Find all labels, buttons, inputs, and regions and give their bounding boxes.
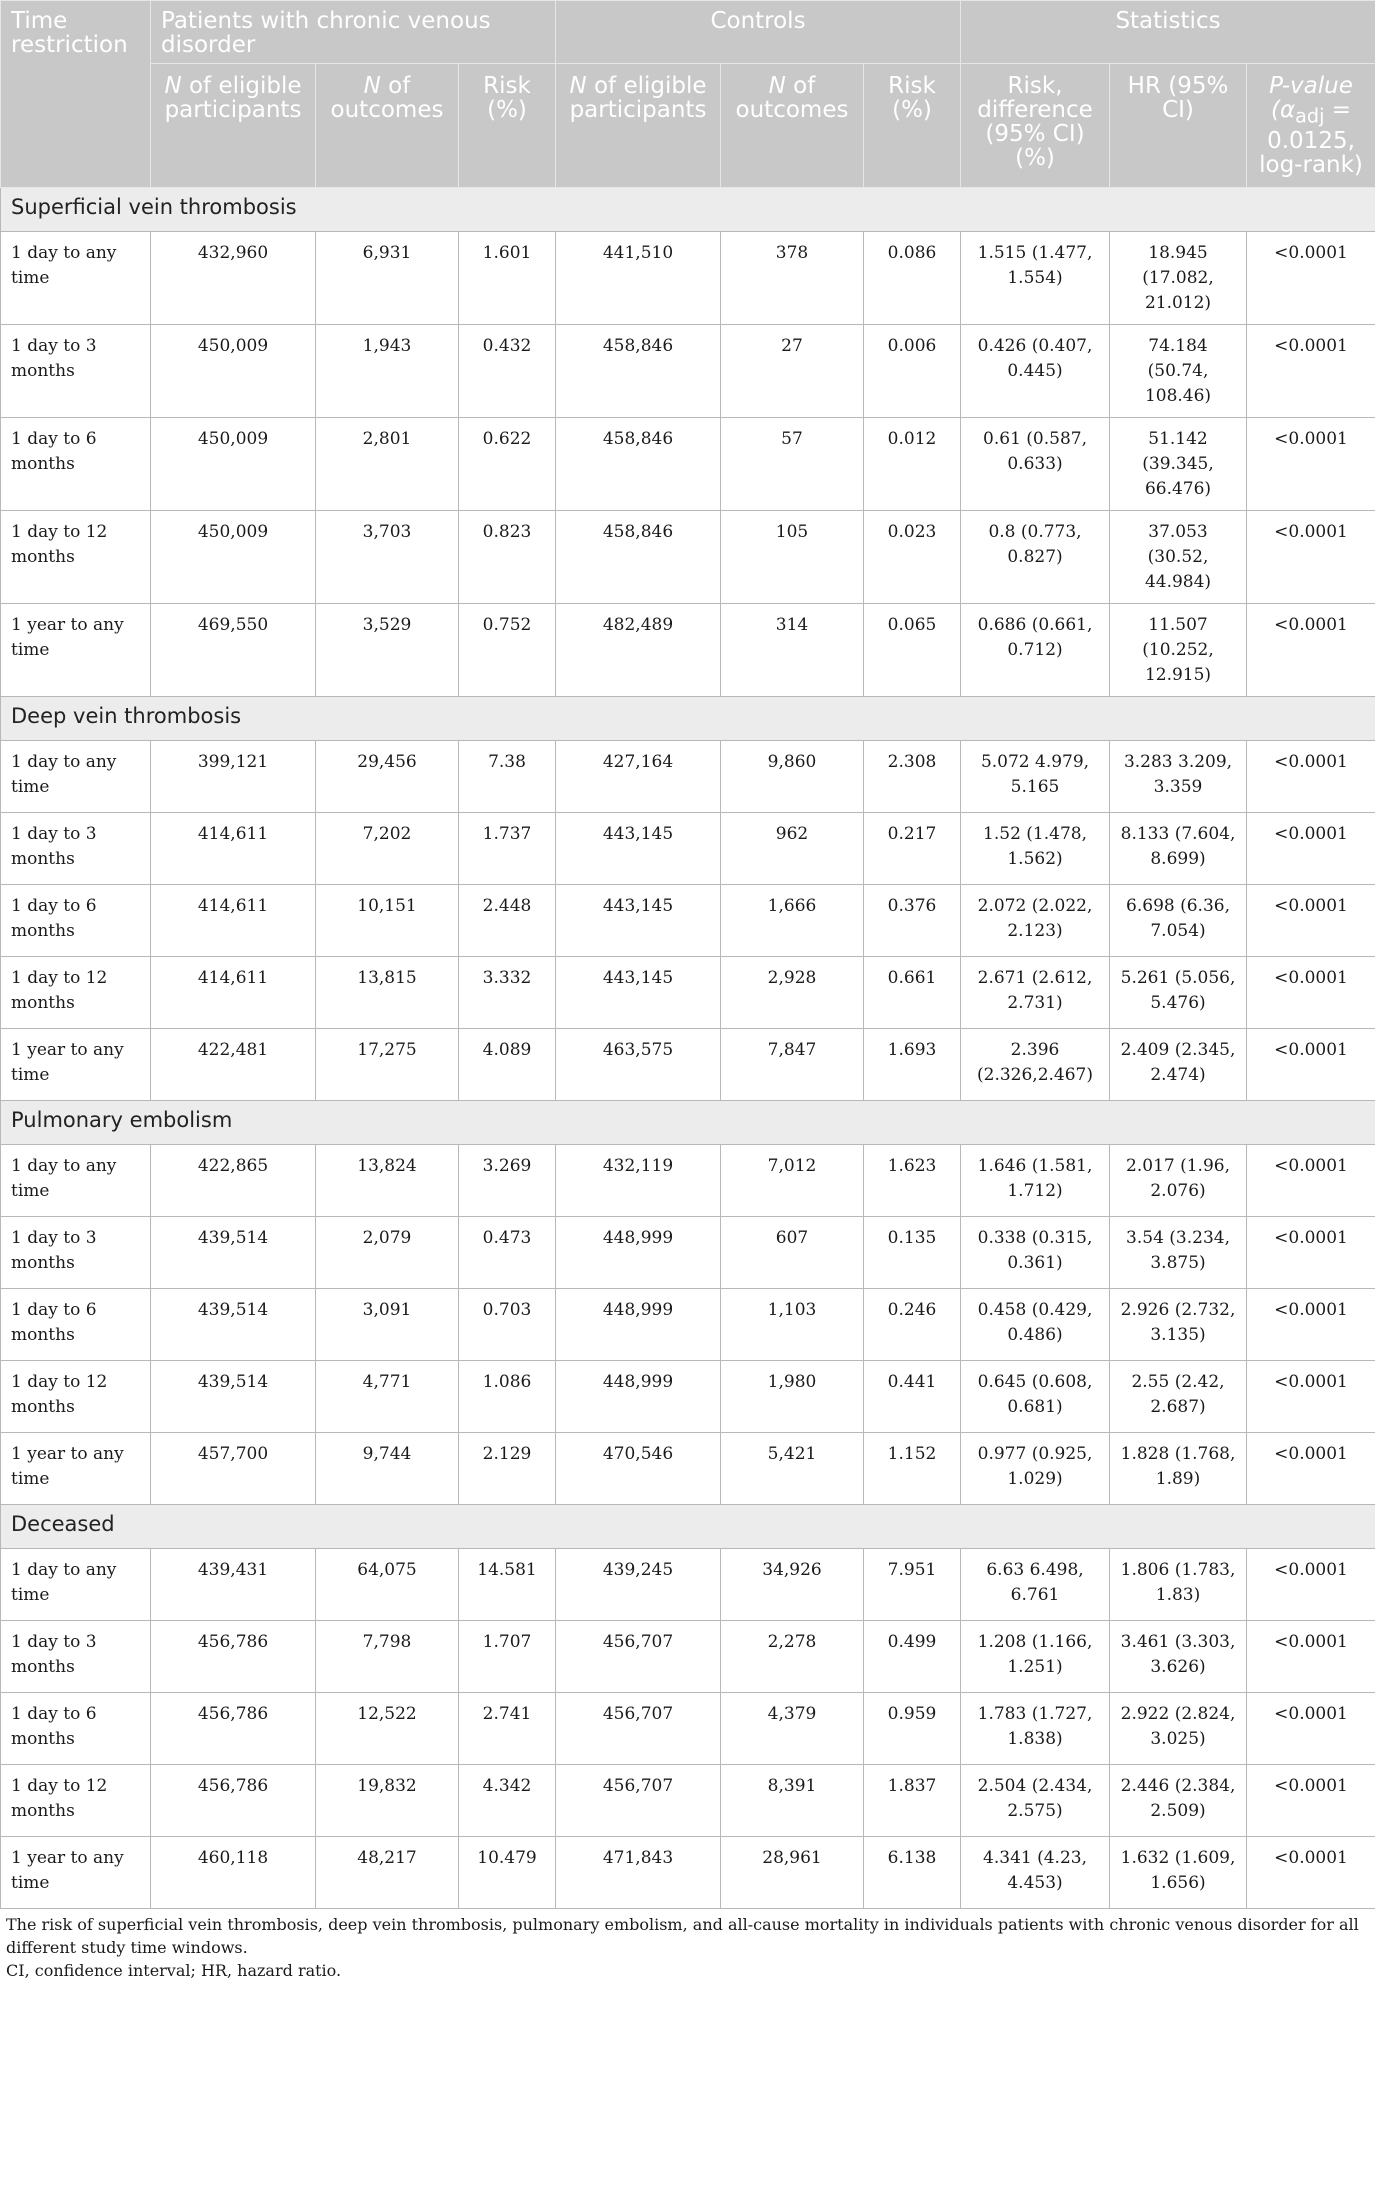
table-row [1, 1216, 1375, 1288]
controls-outcomes-cell: 7,012 [721, 1144, 864, 1216]
patients-outcomes-cell: 4,771 [316, 1360, 459, 1432]
section-row [1, 187, 1375, 231]
table-row [1, 884, 1375, 956]
hazard-ratio-cell: 18.945 (17.082, 21.012) [1110, 231, 1247, 324]
controls-risk-cell: 0.661 [864, 956, 961, 1028]
patients-risk-cell: 3.269 [459, 1144, 556, 1216]
header-p-value: P-value ($\alpha_{adj} = 0.0125$, log-rank) [1247, 64, 1375, 188]
controls-risk-cell: 2.308 [864, 740, 961, 812]
hazard-ratio-cell: 2.446 (2.384, 2.509) [1110, 1764, 1247, 1836]
table-row [1, 417, 1375, 510]
controls-eligible-cell: 427,164 [556, 740, 721, 812]
controls-outcomes-cell: 378 [721, 231, 864, 324]
hazard-ratio-cell: 6.698 (6.36, 7.054) [1110, 884, 1247, 956]
controls-outcomes-cell: 34,926 [721, 1548, 864, 1620]
table-row [1, 1620, 1375, 1692]
time-restriction-cell: 1 day to 3 months [1, 812, 151, 884]
patients-eligible-cell: 469,550 [151, 603, 316, 696]
controls-risk-cell: 0.246 [864, 1288, 961, 1360]
section-row [1, 1100, 1375, 1144]
p-value-cell: <0.0001 [1247, 417, 1375, 510]
p-value-cell: <0.0001 [1247, 324, 1375, 417]
header-hazard-ratio: HR (95% CI) [1110, 64, 1247, 188]
controls-eligible-cell: 456,707 [556, 1764, 721, 1836]
patients-eligible-cell: 439,514 [151, 1288, 316, 1360]
table-row [1, 740, 1375, 812]
patients-risk-cell: 1.086 [459, 1360, 556, 1432]
controls-eligible-cell: 458,846 [556, 510, 721, 603]
patients-risk-cell: 0.622 [459, 417, 556, 510]
hazard-ratio-cell: 2.55 (2.42, 2.687) [1110, 1360, 1247, 1432]
patients-outcomes-cell: 7,202 [316, 812, 459, 884]
controls-risk-cell: 0.023 [864, 510, 961, 603]
controls-risk-cell: 1.623 [864, 1144, 961, 1216]
controls-eligible-cell: 458,846 [556, 324, 721, 417]
hazard-ratio-cell: 74.184 (50.74, 108.46) [1110, 324, 1247, 417]
controls-eligible-cell: 443,145 [556, 956, 721, 1028]
patients-eligible-cell: 414,611 [151, 812, 316, 884]
patients-outcomes-cell: 13,824 [316, 1144, 459, 1216]
table-row [1, 1692, 1375, 1764]
p-value-cell: <0.0001 [1247, 1764, 1375, 1836]
hazard-ratio-cell: 37.053 (30.52, 44.984) [1110, 510, 1247, 603]
section-title: Deceased [1, 1504, 1375, 1548]
controls-risk-cell: 0.012 [864, 417, 961, 510]
p-value-cell: <0.0001 [1247, 1360, 1375, 1432]
controls-eligible-cell: 443,145 [556, 884, 721, 956]
patients-outcomes-cell: 10,151 [316, 884, 459, 956]
patients-risk-cell: 0.473 [459, 1216, 556, 1288]
risk-difference-cell: 2.671 (2.612, 2.731) [961, 956, 1110, 1028]
header-risk-difference: Risk, difference (95% CI) (%) [961, 64, 1110, 188]
controls-outcomes-cell: 27 [721, 324, 864, 417]
patients-risk-cell: 2.129 [459, 1432, 556, 1504]
time-restriction-cell: 1 year to any time [1, 1836, 151, 1908]
section-title: Superficial vein thrombosis [1, 187, 1375, 231]
controls-outcomes-cell: 607 [721, 1216, 864, 1288]
patients-outcomes-cell: 7,798 [316, 1620, 459, 1692]
controls-risk-cell: 6.138 [864, 1836, 961, 1908]
patients-outcomes-cell: 17,275 [316, 1028, 459, 1100]
controls-eligible-cell: 471,843 [556, 1836, 721, 1908]
controls-eligible-cell: 456,707 [556, 1620, 721, 1692]
controls-outcomes-cell: 57 [721, 417, 864, 510]
controls-risk-cell: 0.499 [864, 1620, 961, 1692]
risk-difference-cell: 0.977 (0.925, 1.029) [961, 1432, 1110, 1504]
p-value-cell: <0.0001 [1247, 1620, 1375, 1692]
table-row [1, 1360, 1375, 1432]
patients-eligible-cell: 414,611 [151, 956, 316, 1028]
controls-outcomes-cell: 2,278 [721, 1620, 864, 1692]
hazard-ratio-cell: 1.806 (1.783, 1.83) [1110, 1548, 1247, 1620]
controls-outcomes-cell: 2,928 [721, 956, 864, 1028]
risk-difference-cell: 0.8 (0.773, 0.827) [961, 510, 1110, 603]
hazard-ratio-cell: 3.54 (3.234, 3.875) [1110, 1216, 1247, 1288]
controls-eligible-cell: 482,489 [556, 603, 721, 696]
patients-eligible-cell: 456,786 [151, 1692, 316, 1764]
table-row [1, 812, 1375, 884]
time-restriction-cell: 1 day to 12 months [1, 1360, 151, 1432]
p-value-cell: <0.0001 [1247, 603, 1375, 696]
table-row [1, 324, 1375, 417]
risk-difference-cell: 1.515 (1.477, 1.554) [961, 231, 1110, 324]
controls-eligible-cell: 441,510 [556, 231, 721, 324]
p-value-cell: <0.0001 [1247, 1028, 1375, 1100]
patients-eligible-cell: 422,865 [151, 1144, 316, 1216]
risk-difference-cell: 0.338 (0.315, 0.361) [961, 1216, 1110, 1288]
time-restriction-cell: 1 year to any time [1, 603, 151, 696]
controls-risk-cell: 1.837 [864, 1764, 961, 1836]
risk-difference-cell: 2.396 (2.326,2.467) [961, 1028, 1110, 1100]
time-restriction-cell: 1 day to 3 months [1, 1620, 151, 1692]
p-value-cell: <0.0001 [1247, 1836, 1375, 1908]
patients-risk-cell: 14.581 [459, 1548, 556, 1620]
hazard-ratio-cell: 3.283 3.209, 3.359 [1110, 740, 1247, 812]
controls-outcomes-cell: 8,391 [721, 1764, 864, 1836]
time-restriction-cell: 1 day to 6 months [1, 884, 151, 956]
patients-risk-cell: 1.707 [459, 1620, 556, 1692]
patients-risk-cell: 0.823 [459, 510, 556, 603]
hazard-ratio-cell: 2.017 (1.96, 2.076) [1110, 1144, 1247, 1216]
p-value-cell: <0.0001 [1247, 812, 1375, 884]
patients-eligible-cell: 399,121 [151, 740, 316, 812]
risk-difference-cell: 4.341 (4.23, 4.453) [961, 1836, 1110, 1908]
time-restriction-cell: 1 day to any time [1, 1548, 151, 1620]
patients-outcomes-cell: 12,522 [316, 1692, 459, 1764]
controls-eligible-cell: 456,707 [556, 1692, 721, 1764]
p-value-cell: <0.0001 [1247, 231, 1375, 324]
table-row [1, 1144, 1375, 1216]
patients-outcomes-cell: 29,456 [316, 740, 459, 812]
time-restriction-cell: 1 day to 3 months [1, 324, 151, 417]
time-restriction-cell: 1 day to 6 months [1, 417, 151, 510]
risk-difference-cell: 2.504 (2.434, 2.575) [961, 1764, 1110, 1836]
header-patients-risk: Risk (%) [459, 64, 556, 188]
time-restriction-cell: 1 day to 6 months [1, 1288, 151, 1360]
controls-outcomes-cell: 105 [721, 510, 864, 603]
p-value-cell: <0.0001 [1247, 740, 1375, 812]
patients-eligible-cell: 450,009 [151, 417, 316, 510]
p-value-cell: <0.0001 [1247, 1144, 1375, 1216]
header-controls-eligible: N of eligible participants [556, 64, 721, 188]
risk-difference-cell: 5.072 4.979, 5.165 [961, 740, 1110, 812]
footnote-abbreviations: CI, confidence interval; HR, hazard ratio. [6, 1961, 342, 1980]
risk-difference-cell: 1.783 (1.727, 1.838) [961, 1692, 1110, 1764]
time-restriction-cell: 1 day to any time [1, 231, 151, 324]
controls-eligible-cell: 448,999 [556, 1216, 721, 1288]
header-controls-risk: Risk (%) [864, 64, 961, 188]
footnote-description: The risk of superficial vein thrombosis, deep vein thrombosis, pulmonary embolism, and all-cause mortality in individuals patients with chronic venous disorder for all different study time windows. [6, 1915, 1359, 1957]
patients-outcomes-cell: 64,075 [316, 1548, 459, 1620]
controls-risk-cell: 0.217 [864, 812, 961, 884]
patients-outcomes-cell: 9,744 [316, 1432, 459, 1504]
controls-outcomes-cell: 962 [721, 812, 864, 884]
table-row [1, 1764, 1375, 1836]
controls-risk-cell: 0.065 [864, 603, 961, 696]
risk-difference-cell: 0.458 (0.429, 0.486) [961, 1288, 1110, 1360]
time-restriction-cell: 1 day to 12 months [1, 956, 151, 1028]
controls-risk-cell: 1.152 [864, 1432, 961, 1504]
table-row [1, 956, 1375, 1028]
controls-outcomes-cell: 28,961 [721, 1836, 864, 1908]
section-row [1, 696, 1375, 740]
controls-outcomes-cell: 314 [721, 603, 864, 696]
patients-risk-cell: 0.752 [459, 603, 556, 696]
p-value-cell: <0.0001 [1247, 1692, 1375, 1764]
patients-eligible-cell: 456,786 [151, 1620, 316, 1692]
hazard-ratio-cell: 51.142 (39.345, 66.476) [1110, 417, 1247, 510]
p-value-cell: <0.0001 [1247, 956, 1375, 1028]
time-restriction-cell: 1 day to 12 months [1, 510, 151, 603]
risk-difference-cell: 6.63 6.498, 6.761 [961, 1548, 1110, 1620]
section-title: Deep vein thrombosis [1, 696, 1375, 740]
section-title: Pulmonary embolism [1, 1100, 1375, 1144]
table-row [1, 231, 1375, 324]
controls-risk-cell: 0.441 [864, 1360, 961, 1432]
table-row [1, 510, 1375, 603]
risk-difference-cell: 0.61 (0.587, 0.633) [961, 417, 1110, 510]
controls-risk-cell: 0.086 [864, 231, 961, 324]
hazard-ratio-cell: 1.828 (1.768, 1.89) [1110, 1432, 1247, 1504]
patients-outcomes-cell: 1,943 [316, 324, 459, 417]
risk-difference-cell: 0.686 (0.661, 0.712) [961, 603, 1110, 696]
controls-risk-cell: 0.006 [864, 324, 961, 417]
section-row [1, 1504, 1375, 1548]
hazard-ratio-cell: 1.632 (1.609, 1.656) [1110, 1836, 1247, 1908]
controls-risk-cell: 0.959 [864, 1692, 961, 1764]
controls-eligible-cell: 470,546 [556, 1432, 721, 1504]
patients-outcomes-cell: 3,091 [316, 1288, 459, 1360]
controls-eligible-cell: 448,999 [556, 1288, 721, 1360]
patients-risk-cell: 0.703 [459, 1288, 556, 1360]
patients-eligible-cell: 460,118 [151, 1836, 316, 1908]
patients-risk-cell: 1.737 [459, 812, 556, 884]
patients-risk-cell: 4.342 [459, 1764, 556, 1836]
controls-eligible-cell: 443,145 [556, 812, 721, 884]
patients-eligible-cell: 450,009 [151, 510, 316, 603]
table-row [1, 1028, 1375, 1100]
header-patients-outcomes: N of outcomes [316, 64, 459, 188]
patients-outcomes-cell: 2,079 [316, 1216, 459, 1288]
hazard-ratio-cell: 2.922 (2.824, 3.025) [1110, 1692, 1247, 1764]
time-restriction-cell: 1 day to 3 months [1, 1216, 151, 1288]
risk-difference-cell: 1.646 (1.581, 1.712) [961, 1144, 1110, 1216]
hazard-ratio-cell: 8.133 (7.604, 8.699) [1110, 812, 1247, 884]
controls-eligible-cell: 458,846 [556, 417, 721, 510]
controls-outcomes-cell: 4,379 [721, 1692, 864, 1764]
controls-risk-cell: 0.135 [864, 1216, 961, 1288]
patients-risk-cell: 0.432 [459, 324, 556, 417]
table-body [1, 187, 1375, 1908]
controls-eligible-cell: 448,999 [556, 1360, 721, 1432]
patients-risk-cell: 4.089 [459, 1028, 556, 1100]
patients-risk-cell: 2.741 [459, 1692, 556, 1764]
hazard-ratio-cell: 5.261 (5.056, 5.476) [1110, 956, 1247, 1028]
patients-risk-cell: 3.332 [459, 956, 556, 1028]
patients-eligible-cell: 439,514 [151, 1216, 316, 1288]
time-restriction-cell: 1 day to any time [1, 740, 151, 812]
header-controls-outcomes: N of outcomes [721, 64, 864, 188]
p-value-cell: <0.0001 [1247, 510, 1375, 603]
time-restriction-cell: 1 day to 12 months [1, 1764, 151, 1836]
patients-eligible-cell: 450,009 [151, 324, 316, 417]
time-restriction-cell: 1 year to any time [1, 1432, 151, 1504]
patients-eligible-cell: 414,611 [151, 884, 316, 956]
hazard-ratio-cell: 2.409 (2.345, 2.474) [1110, 1028, 1247, 1100]
hazard-ratio-cell: 11.507 (10.252, 12.915) [1110, 603, 1247, 696]
patients-eligible-cell: 439,514 [151, 1360, 316, 1432]
header-patients-eligible: N of eligible participants [151, 64, 316, 188]
table-footnotes [0, 1913, 1375, 1982]
patients-risk-cell: 2.448 [459, 884, 556, 956]
time-restriction-cell: 1 day to any time [1, 1144, 151, 1216]
controls-outcomes-cell: 1,666 [721, 884, 864, 956]
controls-eligible-cell: 463,575 [556, 1028, 721, 1100]
controls-outcomes-cell: 1,980 [721, 1360, 864, 1432]
p-value-cell: <0.0001 [1247, 1288, 1375, 1360]
patients-eligible-cell: 456,786 [151, 1764, 316, 1836]
p-value-cell: <0.0001 [1247, 1216, 1375, 1288]
risk-difference-cell: 1.52 (1.478, 1.562) [961, 812, 1110, 884]
table-row [1, 603, 1375, 696]
header-statistics-group: Statistics [961, 1, 1375, 64]
table-row [1, 1288, 1375, 1360]
time-restriction-cell: 1 year to any time [1, 1028, 151, 1100]
risk-difference-cell: 2.072 (2.022, 2.123) [961, 884, 1110, 956]
p-value-cell: <0.0001 [1247, 884, 1375, 956]
risk-difference-cell: 0.426 (0.407, 0.445) [961, 324, 1110, 417]
table-row [1, 1548, 1375, 1620]
patients-risk-cell: 10.479 [459, 1836, 556, 1908]
patients-risk-cell: 1.601 [459, 231, 556, 324]
p-value-cell: <0.0001 [1247, 1548, 1375, 1620]
controls-outcomes-cell: 1,103 [721, 1288, 864, 1360]
time-restriction-cell: 1 day to 6 months [1, 1692, 151, 1764]
risk-difference-cell: 1.208 (1.166, 1.251) [961, 1620, 1110, 1692]
hazard-ratio-cell: 2.926 (2.732, 3.135) [1110, 1288, 1247, 1360]
patients-eligible-cell: 457,700 [151, 1432, 316, 1504]
patients-eligible-cell: 439,431 [151, 1548, 316, 1620]
patients-outcomes-cell: 3,529 [316, 603, 459, 696]
header-time-restriction: Time restriction [1, 1, 151, 188]
controls-outcomes-cell: 5,421 [721, 1432, 864, 1504]
patients-outcomes-cell: 2,801 [316, 417, 459, 510]
patients-risk-cell: 7.38 [459, 740, 556, 812]
controls-eligible-cell: 432,119 [556, 1144, 721, 1216]
header-controls-group: Controls [556, 1, 961, 64]
risk-difference-cell: 0.645 (0.608, 0.681) [961, 1360, 1110, 1432]
hazard-ratio-cell: 3.461 (3.303, 3.626) [1110, 1620, 1247, 1692]
header-patients-group: Patients with chronic venous disorder [151, 1, 556, 64]
patients-eligible-cell: 432,960 [151, 231, 316, 324]
table-row [1, 1432, 1375, 1504]
patients-outcomes-cell: 19,832 [316, 1764, 459, 1836]
patients-outcomes-cell: 48,217 [316, 1836, 459, 1908]
patients-outcomes-cell: 3,703 [316, 510, 459, 603]
patients-outcomes-cell: 13,815 [316, 956, 459, 1028]
controls-risk-cell: 0.376 [864, 884, 961, 956]
patients-outcomes-cell: 6,931 [316, 231, 459, 324]
table-row [1, 1836, 1375, 1908]
controls-risk-cell: 7.951 [864, 1548, 961, 1620]
p-value-cell: <0.0001 [1247, 1432, 1375, 1504]
controls-risk-cell: 1.693 [864, 1028, 961, 1100]
controls-outcomes-cell: 9,860 [721, 740, 864, 812]
controls-outcomes-cell: 7,847 [721, 1028, 864, 1100]
controls-eligible-cell: 439,245 [556, 1548, 721, 1620]
patients-eligible-cell: 422,481 [151, 1028, 316, 1100]
